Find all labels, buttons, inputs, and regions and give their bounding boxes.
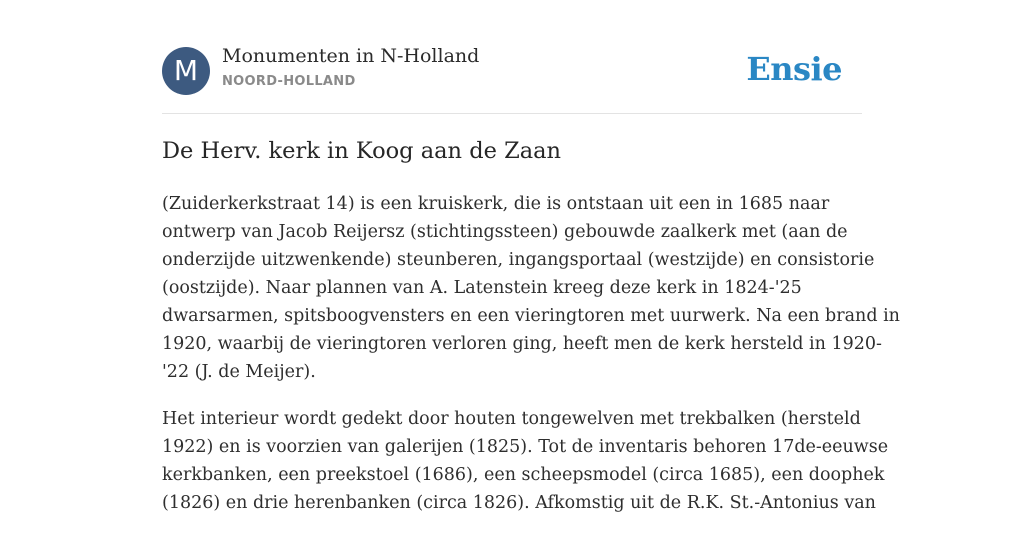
paragraph-line: ontwerp van Jacob Reijersz (stichtingssteen) gebouwde zaalkerk met (aan de xyxy=(162,222,848,242)
paragraph-line: '22 (J. de Meijer). xyxy=(162,362,316,382)
source-header xyxy=(162,0,862,114)
paragraph-line: onderzijde uitzwenkende) steunberen, ingangsportaal (westzijde) en consistorie xyxy=(162,250,875,270)
paragraph-line: dwarsarmen, spitsboogvensters en een vieringtoren met uurwerk. Na een brand in xyxy=(162,306,900,326)
source-region-label: NOORD-HOLLAND xyxy=(222,74,356,89)
article-title: De Herv. kerk in Koog aan de Zaan xyxy=(162,138,562,164)
source-name-link[interactable]: Monumenten in N-Holland xyxy=(222,45,480,67)
article-paragraph-2 xyxy=(162,405,889,517)
paragraph-line: 1920, waarbij de vieringtoren verloren ging, heeft men de kerk hersteld in 1920- xyxy=(162,334,882,354)
paragraph-line: (oostzijde). Naar plannen van A. Latenstein kreeg deze kerk in 1824-'25 xyxy=(162,278,802,298)
paragraph-line: (1826) en drie herenbanken (circa 1826). Afkomstig uit de R.K. St.-Antonius van xyxy=(162,493,876,513)
paragraph-line: Het interieur wordt gedekt door houten tongewelven met trekbalken (hersteld xyxy=(162,409,861,429)
article-paragraph-1 xyxy=(162,190,900,386)
ensie-logo[interactable]: Ensie xyxy=(746,50,842,88)
article-page xyxy=(162,0,900,513)
source-avatar[interactable]: M xyxy=(162,47,210,95)
paragraph-line: kerkbanken, een preekstoel (1686), een scheepsmodel (circa 1685), een doophek xyxy=(162,465,885,485)
article-body xyxy=(162,190,900,536)
paragraph-line: (Zuiderkerkstraat 14) is een kruiskerk, die is ontstaan uit een in 1685 naar xyxy=(162,194,830,214)
paragraph-line: 1922) en is voorzien van galerijen (1825). Tot de inventaris behoren 17de-eeuwse xyxy=(162,437,889,457)
